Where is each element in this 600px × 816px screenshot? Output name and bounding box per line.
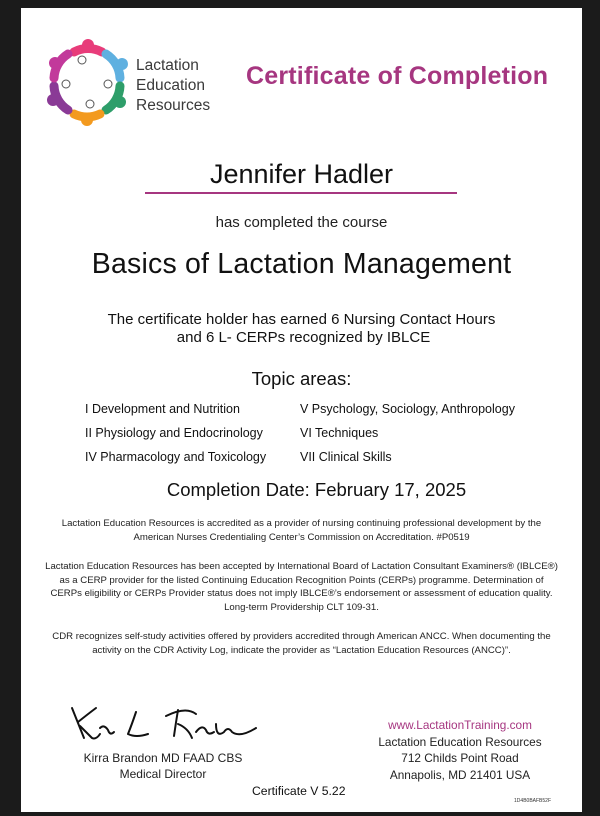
completion-date: Completion Date: February 17, 2025 (166, 479, 467, 500)
recipient-name: Jennifer Hadler (209, 159, 394, 189)
certificate-version: Certificate V 5.22 (252, 784, 346, 798)
topic-item: IV Pharmacology and Toxicology (85, 450, 267, 464)
name-underline (145, 192, 457, 194)
topic-item: VII Clinical Skills (300, 450, 392, 464)
topic-item: V Psychology, Sociology, Anthropology (300, 402, 515, 416)
topics-heading: Topic areas: (251, 368, 352, 389)
certificate-title: Certificate of Completion (246, 62, 549, 90)
address-street: 712 Childs Point Road (401, 751, 519, 765)
organization-logo (44, 38, 130, 126)
topic-item: I Development and Nutrition (85, 402, 240, 416)
cdr-accreditation-text: CDR recognizes self-study activities offered by providers accredited through American ANCC. When documenting the activity on the CDR Activity Log, indicate the provider as “Lactation Education Resources (ANCC)”. (52, 631, 551, 656)
course-title: Basics of Lactation Management (91, 248, 512, 280)
certificate-code: 1D4B0BAFB52F (514, 798, 551, 804)
ancc-accreditation-text: Lactation Education Resources is accredited as a provider of nursing continuing professional development by the American Nurses Credentialing Center’s Commission on Accreditation. #P0519 (61, 518, 542, 543)
topic-item: VI Techniques (300, 426, 379, 440)
completed-text: has completed the course (215, 214, 388, 231)
address-block (351, 717, 569, 783)
signature-image (66, 698, 266, 750)
credits-earned: The certificate holder has earned 6 Nursing Contact Hours and 6 L- CERPs recognized by IBLCE (107, 311, 496, 346)
address-org: Lactation Education Resources (378, 734, 542, 749)
address-city: Annapolis, MD 21401 USA (389, 767, 531, 782)
topic-item: II Physiology and Endocrinology (85, 426, 263, 440)
signer-role: Medical Director (119, 767, 207, 781)
certificate-sheet (21, 8, 582, 812)
website-link[interactable]: www.LactationTraining.com (388, 718, 532, 732)
signer-name: Kirra Brandon MD FAAD CBS (83, 751, 243, 765)
organization-name: Lactation Education Resources (136, 57, 211, 114)
iblce-accreditation-text: Lactation Education Resources has been accepted by International Board of Lactation Consultant Examiners® (IBLCE®) as a CERP provider for the listed Continuing Education Recognition Points (CERPs) programme. Determination of CERPs eligibility or CERPs Provider status does not imply IBLCE®’s endorsement or assessment of education quality. Long-term Providership CLT 109-31. (45, 561, 558, 613)
signer-block (65, 750, 261, 782)
